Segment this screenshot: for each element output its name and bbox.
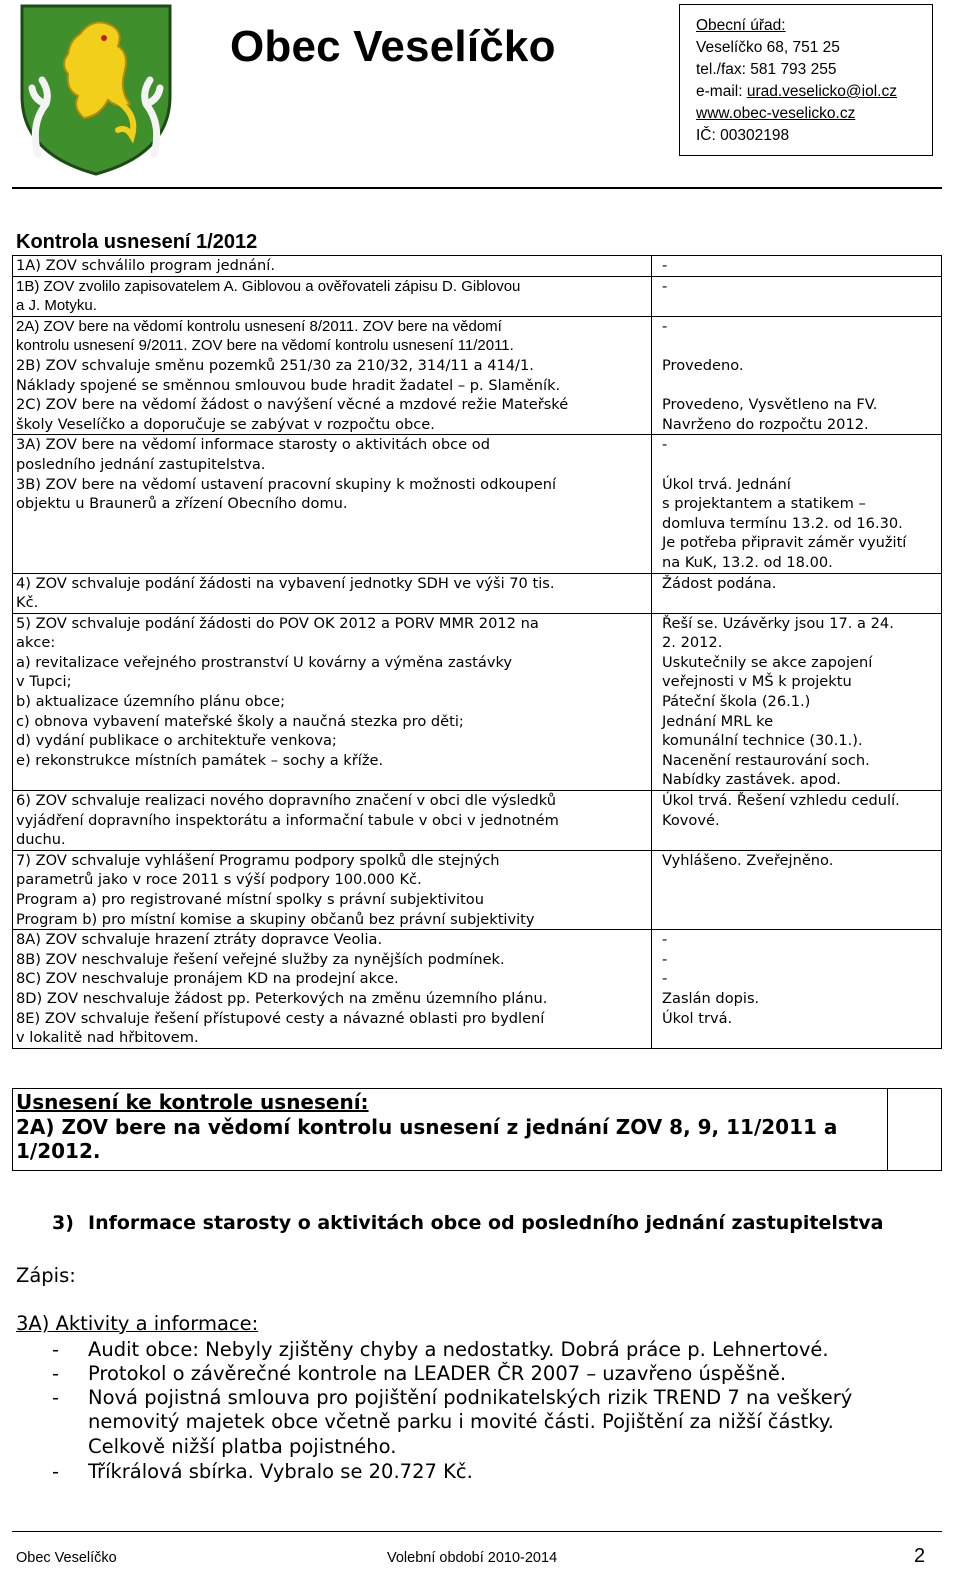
status-line: Je potřeba připravit záměr využití (662, 534, 907, 552)
kontrola-status-cell (652, 276, 942, 316)
kontrola-row (13, 316, 942, 435)
resolution-line: školy Veselíčko a doporučuje se zabývat v rozpočtu obce. (16, 415, 435, 433)
resolution-line: a J. Motyku. (16, 297, 97, 315)
aktivity-heading: 3A) Aktivity a informace: (16, 1312, 259, 1335)
contact-email-row (696, 81, 932, 103)
status-line (662, 336, 938, 356)
aktivity-item-line: Tříkrálová sbírka. Vybralo se 20.727 Kč. (88, 1460, 473, 1483)
status-line: Kovové. (662, 811, 720, 829)
status-line: Vyhlášeno. Zveřejněno. (662, 851, 834, 869)
resolution-line: 2A) ZOV bere na vědomí kontrolu usnesení 8/2011. ZOV bere na vědomí (16, 317, 502, 335)
aktivity-item-line: nemovitý majetek obce včetně parku i movité části. Pojištění za nižší částky. (88, 1410, 834, 1434)
bullet-dash: - (52, 1362, 60, 1385)
status-line: - (662, 317, 668, 335)
resolution-line: 5) ZOV schvaluje podání žádosti do POV OK 2012 a PORV MMR 2012 na (16, 614, 539, 632)
status-line: - (662, 436, 668, 454)
resolution-line: c) obnova vybavení mateřské školy a naučná stezka pro děti; (16, 712, 464, 730)
resolution-line: 3A) ZOV bere na vědomí informace starosty o aktivitách obce od (16, 436, 490, 454)
status-line: Navrženo do rozpočtu 2012. (662, 415, 869, 433)
resolution-line: Program b) pro místní komise a skupiny občanů bez právní subjektivity (16, 910, 535, 928)
kontrola-status-cell (652, 930, 942, 1049)
footer-center: Volební období 2010-2014 (387, 1550, 558, 1566)
page-title: Obec Veselíčko (230, 22, 556, 71)
kontrola-status-cell (652, 850, 942, 929)
resolution-line: 6) ZOV schvaluje realizaci nového dopravního značení v obci dle výsledků (16, 792, 557, 810)
header-divider (12, 187, 942, 189)
kontrola-status-cell (652, 256, 942, 277)
kontrola-title: Kontrola usnesení 1/2012 (16, 231, 258, 253)
usneseni-heading: Usnesení ke kontrole usnesení: (16, 1090, 369, 1114)
resolution-line (16, 770, 648, 790)
resolution-line: objektu u Braunerů a zřízení Obecního domu. (16, 495, 348, 513)
status-line (662, 376, 938, 396)
status-line: na KuK, 13.2. od 18.00. (662, 553, 833, 571)
aktivity-item (52, 1460, 922, 1484)
status-line: - (662, 931, 668, 949)
aktivity-item (52, 1386, 922, 1459)
resolution-line: Náklady spojené se směnnou smlouvou bude hradit žadatel – p. Slaměník. (16, 376, 561, 394)
resolution-line: Program a) pro registrované místní spolky s právní subjektivitou (16, 891, 484, 908)
resolution-line: parametrů jako v roce 2011 s výší podpory 100.000 Kč. (16, 871, 422, 889)
page-number: 2 (914, 1545, 926, 1567)
aktivity-item-text (88, 1362, 922, 1386)
status-line: - (662, 950, 668, 968)
status-line: - (662, 257, 668, 274)
kontrola-row (13, 256, 942, 277)
status-line: - (662, 970, 668, 988)
resolution-line: akce: (16, 634, 56, 652)
kontrola-status-cell (652, 613, 942, 790)
kontrola-row (13, 791, 942, 851)
zapis-label: Zápis: (16, 1264, 76, 1287)
section-3-heading (52, 1212, 884, 1234)
status-line: s projektantem a statikem – (662, 495, 866, 513)
resolution-line: 2C) ZOV bere na vědomí žádost o navýšení věcné a mzdové režie Mateřské (16, 396, 569, 414)
resolution-line: e) rekonstrukce místních památek – sochy a kříže. (16, 751, 384, 769)
contact-address: Veselíčko 68, 751 25 (696, 39, 840, 56)
resolution-line: 8A) ZOV schvaluje hrazení ztráty dopravce Veolia. (16, 931, 383, 949)
contact-heading: Obecní úřad: (696, 17, 786, 34)
status-line: komunální technice (30.1.). (662, 732, 863, 750)
resolution-line: kontrolu usnesení 9/2011. ZOV bere na vědomí kontrolu usnesení 11/2011. (16, 337, 514, 355)
resolution-line: v Tupci; (16, 673, 72, 691)
resolution-line: 8C) ZOV neschvaluje pronájem KD na prodejní akce. (16, 970, 399, 988)
kontrola-status-cell (652, 316, 942, 435)
kontrola-row (13, 930, 942, 1049)
kontrola-resolution-cell (13, 613, 652, 790)
status-line (662, 455, 938, 475)
kontrola-resolution-cell (13, 256, 652, 277)
status-line: Úkol trvá. Jednání (662, 475, 791, 493)
kontrola-row (13, 276, 942, 316)
resolution-line: vyjádření dopravního inspektorátu a informační tabule v obci v jednotném (16, 811, 559, 829)
status-line: Páteční škola (26.1.) (662, 693, 811, 711)
section-3-number: 3) (52, 1212, 74, 1234)
status-line: - (662, 277, 668, 295)
resolution-line: 8B) ZOV neschvaluje řešení veřejné služby za nynějších podmínek. (16, 950, 505, 968)
kontrola-table (12, 255, 942, 1049)
kontrola-row (13, 613, 942, 790)
bullet-dash: - (52, 1338, 60, 1361)
kontrola-status-cell (652, 435, 942, 573)
resolution-line: a) revitalizace veřejného prostranství U kovárny a výměna zastávky (16, 653, 513, 671)
resolution-line (16, 533, 648, 553)
status-line: Provedeno. (662, 356, 744, 374)
contact-email-link[interactable]: urad.veselicko@iol.cz (746, 83, 897, 100)
resolution-line (16, 514, 648, 534)
contact-ic: IČ: 00302198 (696, 127, 790, 144)
aktivity-item-line: Protokol o závěrečné kontrole na LEADER ČR 2007 – uzavřeno úspěšně. (88, 1362, 787, 1385)
footer-divider (12, 1531, 942, 1532)
usneseni-text-line: 2A) ZOV bere na vědomí kontrolu usnesení z jednání ZOV 8, 9, 11/2011 a (16, 1114, 838, 1139)
kontrola-resolution-cell (13, 276, 652, 316)
aktivity-item-line: Celkově nižší platba pojistného. (88, 1434, 397, 1458)
aktivity-item (52, 1338, 922, 1362)
resolution-line: Kč. (16, 594, 39, 612)
kontrola-resolution-cell (13, 435, 652, 573)
bullet-dash: - (52, 1460, 60, 1483)
kontrola-status-cell (652, 791, 942, 851)
status-line: domluva termínu 13.2. od 16.30. (662, 514, 903, 532)
status-line: Úkol trvá. Řešení vzhledu cedulí. (662, 792, 900, 810)
usneseni-cell (13, 1089, 888, 1171)
resolution-line: v lokalitě nad hřbitovem. (16, 1029, 199, 1047)
usneseni-empty-cell (888, 1089, 942, 1171)
kontrola-resolution-cell (13, 573, 652, 613)
contact-email-prefix: e-mail: (696, 83, 747, 100)
status-line: Nacenění restaurování soch. (662, 751, 870, 769)
aktivity-item-text (88, 1460, 922, 1484)
section-3-title: Informace starosty o aktivitách obce od posledního jednání zastupitelstva (88, 1212, 884, 1234)
municipal-crest (20, 4, 172, 176)
status-line: Nabídky zastávek. apod. (662, 771, 841, 789)
kontrola-resolution-cell (13, 791, 652, 851)
status-line: Zaslán dopis. (662, 989, 760, 1007)
resolution-line (16, 553, 648, 573)
bullet-dash: - (52, 1386, 60, 1409)
resolution-line: 3B) ZOV bere na vědomí ustavení pracovní skupiny k možnosti odkoupení (16, 475, 557, 493)
status-line: Jednání MRL ke (662, 712, 774, 730)
status-line: 2. 2012. (662, 634, 723, 652)
kontrola-resolution-cell (13, 316, 652, 435)
aktivity-item (52, 1362, 922, 1386)
contact-phone: tel./fax: 581 793 255 (696, 61, 837, 78)
kontrola-row (13, 850, 942, 929)
resolution-line: 4) ZOV schvaluje podání žádosti na vybavení jednotky SDH ve výši 70 tis. (16, 574, 555, 592)
status-line: veřejnosti v MŠ k projektu (662, 673, 852, 691)
status-line: Řeší se. Uzávěrky jsou 17. a 24. (662, 614, 894, 632)
usneseni-box (12, 1088, 942, 1171)
status-line: Žádost podána. (662, 574, 777, 592)
aktivity-item-text (88, 1338, 922, 1362)
kontrola-resolution-cell (13, 850, 652, 929)
status-line: Úkol trvá. (662, 1009, 733, 1027)
status-line: Provedeno, Vysvětleno na FV. (662, 396, 878, 414)
resolution-line: 2B) ZOV schvaluje směnu pozemků 251/30 za 210/32, 314/11 a 414/1. (16, 356, 534, 374)
kontrola-status-cell (652, 573, 942, 613)
contact-web-link[interactable]: www.obec-veselicko.cz (696, 105, 856, 122)
resolution-line: 8D) ZOV neschvaluje žádost pp. Peterkových na změnu územního plánu. (16, 989, 548, 1007)
status-line: Uskutečnily se akce zapojení (662, 653, 873, 671)
resolution-line: b) aktualizace územního plánu obce; (16, 693, 285, 711)
resolution-line: d) vydání publikace o architektuře venkova; (16, 732, 337, 750)
resolution-line: duchu. (16, 831, 66, 849)
resolution-line: posledního jednání zastupitelstva. (16, 455, 266, 473)
aktivity-item-line: Nová pojistná smlouva pro pojištění podnikatelských rizik TREND 7 na veškerý (88, 1386, 853, 1409)
resolution-line: 1A) ZOV schválilo program jednání. (16, 257, 276, 274)
resolution-line: 1B) ZOV zvolilo zapisovatelem A. Giblovou a ověřovateli zápisu D. Giblovou (16, 277, 521, 295)
resolution-line: 7) ZOV schvaluje vyhlášení Programu podpory spolků dle stejných (16, 851, 500, 869)
kontrola-row (13, 573, 942, 613)
footer-left: Obec Veselíčko (16, 1550, 117, 1566)
usneseni-text-line: 1/2012. (16, 1139, 101, 1163)
aktivity-item-text (88, 1386, 922, 1459)
resolution-line: 8E) ZOV schvaluje řešení přístupové cesty a návazné oblasti pro bydlení (16, 1009, 545, 1027)
kontrola-resolution-cell (13, 930, 652, 1049)
kontrola-row (13, 435, 942, 573)
aktivity-item-line: Audit obce: Nebyly zjištěny chyby a nedostatky. Dobrá práce p. Lehnertové. (88, 1338, 829, 1361)
contact-box (679, 4, 933, 156)
